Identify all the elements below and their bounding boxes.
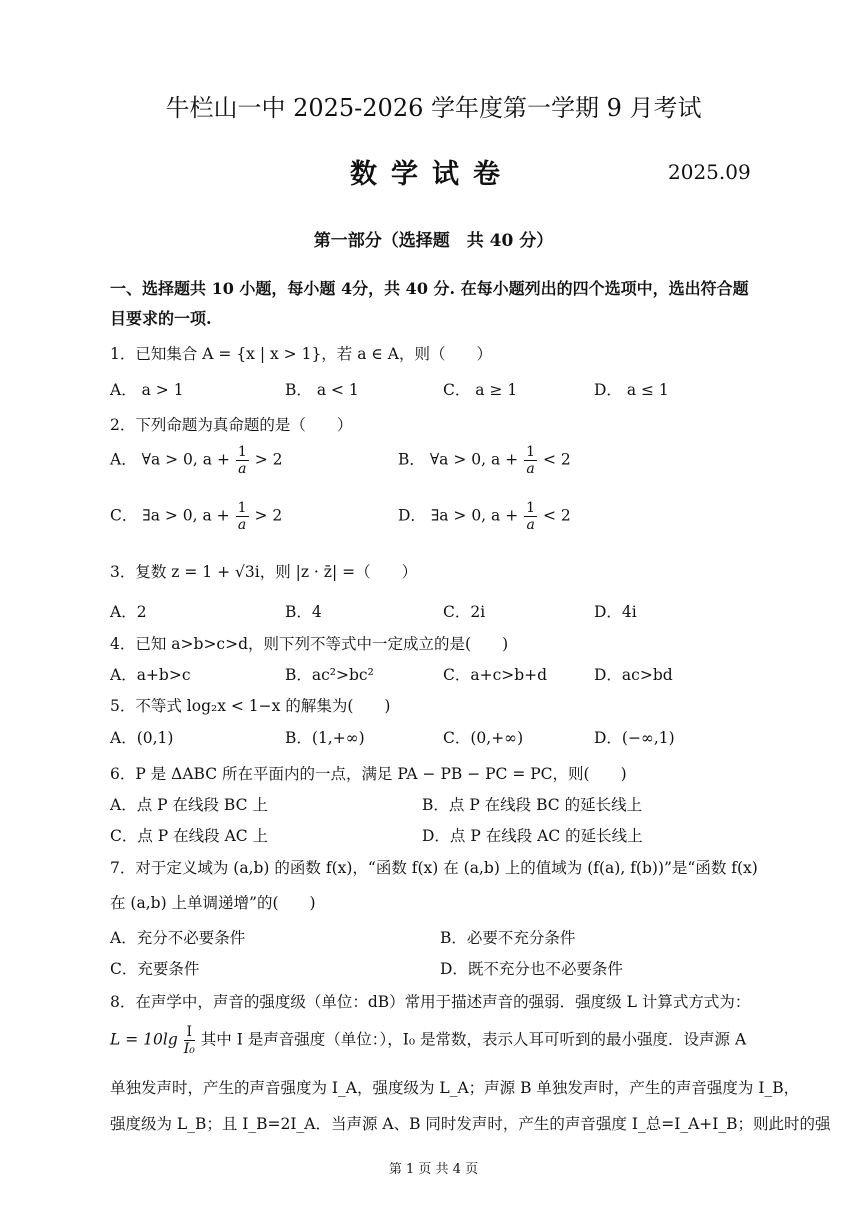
question-1-option-c: C． a ≥ 1 bbox=[443, 381, 518, 399]
question-2-option-b bbox=[398, 444, 571, 477]
option-b-prefix: B． ∀a > 0, a + bbox=[398, 450, 519, 469]
question-5-option-d: D．(−∞,1) bbox=[594, 729, 675, 747]
option-c-prefix: C． ∃a > 0, a + bbox=[110, 506, 230, 525]
question-6-option-b: B．点 P 在线段 BC 的延长线上 bbox=[422, 796, 643, 814]
section-instructions: 一、选择题共 10 小题，每小题 4分，共 40 分. 在每小题列出的四个选项中，选出符合题目要求的一项. bbox=[110, 279, 749, 328]
fraction-numerator: 1 bbox=[526, 500, 536, 516]
formula-denominator: I₀ bbox=[183, 1041, 195, 1057]
question-8-line3: 单独发声时，产生的声音强度为 I_A，强度级为 L_A；声源 B 单独发声时，产生的声音强度为 I_B， bbox=[110, 1079, 800, 1097]
question-5-option-b: B．(1,+∞) bbox=[285, 729, 365, 747]
question-5-option-a: A．(0,1) bbox=[110, 729, 174, 747]
page-footer: 第 1 页 共 4 页 bbox=[388, 1162, 479, 1177]
fraction-denominator: a bbox=[237, 517, 247, 533]
question-7-option-c: C．充要条件 bbox=[110, 960, 200, 978]
question-4-option-c: C．a+c>b+d bbox=[443, 666, 548, 684]
fraction bbox=[524, 444, 537, 477]
fraction-numerator: 1 bbox=[237, 500, 247, 516]
option-a-prefix: A． ∀a > 0, a + bbox=[110, 450, 230, 469]
subject-title: 数学试卷 bbox=[350, 159, 514, 190]
question-6-option-a: A．点 P 在线段 BC 上 bbox=[110, 796, 268, 814]
question-6-stem: 6．P 是 ΔABC 所在平面内的一点，满足 PA − PB − PC = PC，则( ) bbox=[110, 765, 627, 783]
question-3-option-b: B．4 bbox=[285, 603, 322, 621]
question-4-option-d: D．ac>bd bbox=[594, 666, 673, 684]
question-7-option-d: D．既不充分也不必要条件 bbox=[440, 960, 623, 978]
question-3-option-c: C．2i bbox=[443, 603, 486, 621]
question-2-option-c bbox=[110, 500, 282, 533]
part-heading: 第一部分（选择题 共 40 分） bbox=[313, 231, 554, 251]
question-8-line2 bbox=[110, 1024, 746, 1057]
formula-left: L = 10lg bbox=[110, 1030, 178, 1049]
fraction bbox=[236, 500, 249, 533]
fraction bbox=[524, 500, 537, 533]
fraction-denominator: a bbox=[238, 461, 247, 477]
option-c-tail: > 2 bbox=[254, 506, 283, 525]
question-4-stem: 4．已知 a>b>c>d，则下列不等式中一定成立的是( ) bbox=[110, 635, 509, 653]
option-b-tail: < 2 bbox=[542, 450, 571, 469]
fraction-denominator: a bbox=[526, 461, 535, 477]
option-d-tail: < 2 bbox=[543, 506, 571, 525]
question-1-option-a: A． a > 1 bbox=[110, 381, 184, 399]
question-8-line1: 8．在声学中，声音的强度级（单位：dB）常用于描述声音的强弱．强度级 L 计算式方式为： bbox=[110, 993, 751, 1011]
question-7-stem-line1: 7．对于定义域为 (a,b) 的函数 f(x)，“函数 f(x) 在 (a,b) 上的值域为 (f(a), f(b))”是“函数 f(x) bbox=[110, 859, 758, 877]
question-7-option-b: B．必要不充分条件 bbox=[440, 929, 576, 947]
question-6-option-c: C．点 P 在线段 AC 上 bbox=[110, 827, 269, 845]
question-5-option-c: C．(0,+∞) bbox=[443, 729, 524, 747]
formula-fraction bbox=[184, 1024, 195, 1057]
question-3-option-a: A．2 bbox=[110, 603, 147, 621]
question-8-line4: 强度级为 L_B；且 I_B=2I_A．当声源 A、B 同时发声时，产生的声音强度 I_总=I_A+I_B；则此时的强 bbox=[110, 1115, 831, 1133]
question-6-option-d: D．点 P 在线段 AC 的延长线上 bbox=[422, 827, 643, 845]
exam-title: 牛栏山一中 2025-2026 学年度第一学期 9 月考试 bbox=[165, 94, 702, 122]
option-a-tail: > 2 bbox=[254, 450, 283, 469]
fraction-numerator: 1 bbox=[237, 444, 247, 460]
question-3-option-d: D．4i bbox=[594, 603, 637, 621]
question-3-stem: 3．复数 z = 1 + √3i，则 |z · z̄| =（ ） bbox=[110, 563, 418, 581]
question-2-option-a bbox=[110, 444, 283, 477]
question-1-option-d: D． a ≤ 1 bbox=[594, 381, 669, 399]
option-d-prefix: D． ∃a > 0, a + bbox=[398, 506, 519, 525]
fraction bbox=[236, 444, 249, 477]
formula-description: 其中 I 是声音强度（单位：），I₀ 是常数，表示人耳可听到的最小强度．设声源 A bbox=[200, 1030, 747, 1049]
question-7-stem-line2: 在 (a,b) 上单调递增”的( ) bbox=[110, 894, 316, 912]
exam-date: 2025.09 bbox=[668, 160, 751, 184]
question-1-option-b: B． a < 1 bbox=[285, 381, 359, 399]
question-4-option-b: B．ac²>bc² bbox=[285, 666, 374, 684]
question-1-stem: 1．已知集合 A = {x | x > 1}，若 a ∈ A，则（ ） bbox=[110, 345, 492, 363]
fraction-denominator: a bbox=[526, 517, 535, 533]
formula-numerator: I bbox=[184, 1024, 195, 1041]
question-7-option-a: A．充分不必要条件 bbox=[110, 929, 246, 947]
question-4-option-a: A．a+b>c bbox=[110, 666, 191, 684]
question-2-option-d bbox=[398, 500, 571, 533]
question-5-stem: 5．不等式 log₂x < 1−x 的解集为( ) bbox=[110, 697, 391, 715]
fraction-numerator: 1 bbox=[526, 444, 535, 460]
question-2-stem: 2．下列命题为真命题的是（ ） bbox=[110, 416, 353, 434]
